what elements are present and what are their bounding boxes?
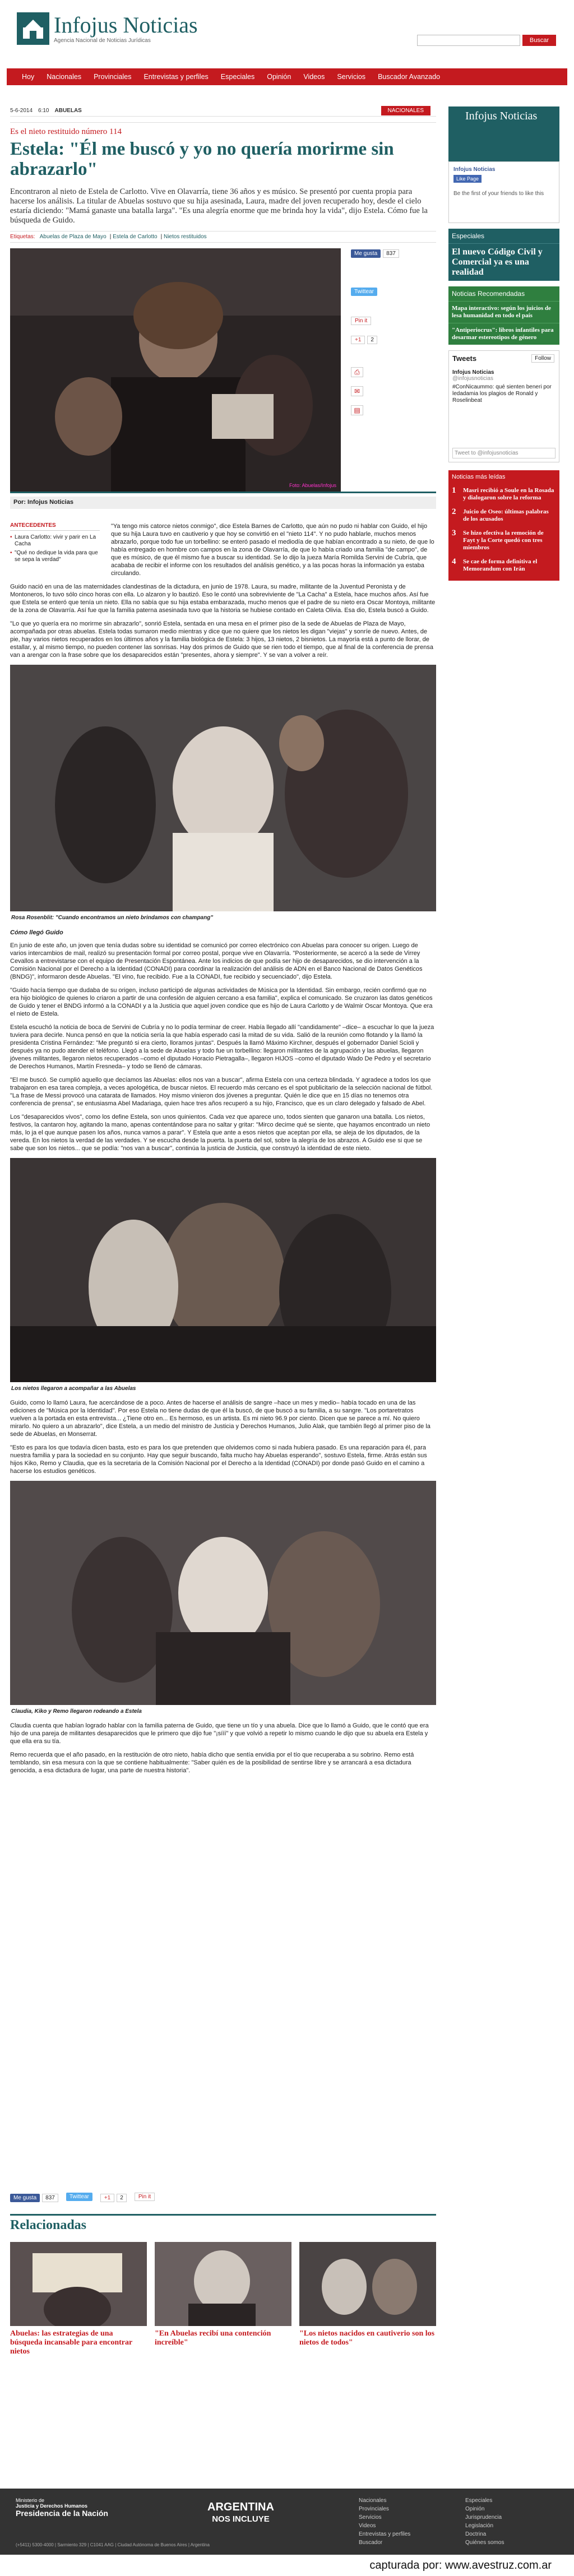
article-section[interactable]: ABUELAS bbox=[54, 108, 82, 114]
especiales-panel bbox=[448, 229, 559, 281]
footer-link[interactable]: Opinión bbox=[465, 2506, 485, 2512]
related-image[interactable] bbox=[10, 2242, 147, 2326]
article-author: Por: Infojus Noticias bbox=[10, 497, 436, 509]
site-subtitle: Agencia Nacional de Noticias Jurídicas bbox=[54, 37, 151, 44]
photo-estela bbox=[10, 248, 341, 492]
nav-item-especiales[interactable]: Especiales bbox=[220, 73, 255, 81]
especiales-item[interactable]: El nuevo Código Civil y Comercial ya es una realidad bbox=[448, 243, 559, 281]
pinit-button[interactable]: Pin it bbox=[351, 317, 371, 325]
footer-link[interactable]: Quiénes somos bbox=[465, 2540, 504, 2546]
tweet-button[interactable]: Twittear bbox=[351, 288, 377, 296]
nav-item-entrevistas[interactable]: Entrevistas y perfiles bbox=[144, 73, 209, 81]
paragraph: Claudia cuenta que habían logrado hablar con la familia paterna de Guido, que tiene un tío y una abuela. Dice que lo llamó a Guido, que le contó que era hijo de una pareja de militantes desaparecidos que le primero que dijo fue "¡sííí" y que volvió a repetir lo mismo cuando le dijo que su abuela era Estela y que ella era su tía. bbox=[10, 1722, 429, 1745]
main-nav bbox=[7, 68, 567, 85]
recomendadas-panel bbox=[448, 286, 559, 345]
print-icon[interactable]: ⎙ bbox=[351, 367, 363, 377]
gov-line: Justicia y Derechos Humanos bbox=[16, 2503, 88, 2509]
related-title: Relacionadas bbox=[10, 2214, 436, 2233]
related-link[interactable]: "En Abuelas recibí una contención increíble" bbox=[155, 2329, 271, 2347]
related-section bbox=[10, 2214, 436, 2356]
mas-leidas-item[interactable]: 2 Juicio de Oseo: últimas palabras de los acusados bbox=[448, 505, 559, 526]
mas-leidas-title: Noticias más leídas bbox=[452, 474, 506, 480]
nav-item-servicios[interactable]: Servicios bbox=[337, 73, 366, 81]
antecedentes-box bbox=[10, 522, 100, 577]
recomendadas-title: Noticias Recomendadas bbox=[452, 290, 525, 298]
photo-caption: Rosa Rosenblit: "Cuando encontramos un nieto brindamos con champang" bbox=[11, 915, 214, 921]
article-time: 6:10 bbox=[38, 108, 49, 114]
footer-link[interactable]: Videos bbox=[359, 2523, 376, 2529]
fb-like-button[interactable]: Me gusta bbox=[10, 2194, 40, 2202]
tweet-text: #ConNicaummo: qué sienten beneri por ledadamia los plagios de Ronald y Roselinbeat bbox=[452, 384, 552, 404]
paragraph: Remo recuerda que el año pasado, en la restitución de otro nieto, había dicho que sentía envidia por el tío que recuperaba a su sobrino. Remo está temblando, sin esa mesura con la que se contiene habitualmente: "Saber quién es de la posibilidad de sentirse libre y se arrancará a esa dictadura genocida, a esa dictadura de lugar, una parte de nuestra historia". bbox=[10, 1752, 414, 1774]
paragraph: Los "desaparecidos vivos", como los define Estela, son unos quinientos. Cada vez que aparece uno, todos sienten que ganaron una batalla. Los nietos, festivos, la cantaron hoy, agitando la mano, apenas contentándose para no saltar y gritar: "Mirco decime qué se siente, que hayamos encontrado un nieto más, lo ja el que aunque pasen los años, nunca vamos a parar". Y Estela que ante a esos nietos que aceptan por ella, se aleja de los diputados, de la vereda. En los nietos la verdad de las verdades. Y se escucha desde la puerta. la puerta del sol, sobre la alegría de los abrazos. A Guido ese si que se sabe que son los nietos... que se podía: "nos van a buscar", continúa la justicia de Justicia, que construyó la identidad de este nieto. bbox=[10, 1114, 430, 1152]
paragraph: Guido nació en una de las maternidades clandestinas de la dictadura, en junio de 1978. Laura, su madre, militante de la Juventud Peronista y de Montoneros, lo tuvo sólo cinco horas con ella. Lo alzaron y lo bautizó. Eso le contó una sobreviviente de "La Cacha" a Estela, hace muchos años. Así fue que Estela se enteró que tenía un nieto. Ella no sabía que su hija estaba embarazada, mucho menos que el padre de su nieto era Oscar Montoya, militante de la zona de Olavarría. Así fue que la familia paterna asesinada tuvo que la historia se hubiese contado en Caleta Olivia. Esa dio, Estela buscó a Guido. bbox=[10, 583, 436, 614]
related-link[interactable]: "Los nietos nacidos en cautiverio son los nietos de todos" bbox=[299, 2329, 435, 2347]
pdf-icon[interactable]: ▤ bbox=[351, 405, 363, 415]
fb-like-button[interactable]: Me gusta bbox=[351, 249, 381, 258]
paragraph: "El me buscó. Se cumplió aquello que decíamos las Abuelas: ellos nos van a buscar", afirma Estela con una certeza blindada. Y agradece a todos los que trabajaron en esa tarea compleja, a veces apologética, de buscar nietos. El recuerdo más cercano es el spot publicitario de la selección nacional de fútbol. "La frase de Messi provocó una catarata de llamados. Hoy mismo vinieron dos jóvenes a preguntar. Quién le dice que en 15 días no tenemos otra conferencia de prensa", se entusiasma Abel Madariaga, quien hace tres años recuperó a su hijo, Francisco, que es un claro delegado y falsado de Abel. bbox=[10, 1077, 433, 1107]
fb-count: 837 bbox=[383, 249, 399, 258]
fb-like-page-button[interactable]: Like Page bbox=[453, 175, 482, 183]
paragraph: Estela escuchó la noticia de boca de Servini de Cubría y no lo podía terminar de creer. Había llegado allí "candidamente" –dice– a escuchar lo que la jueza tuviera para decirle. Nunca pensó en que la noticia sería la que había esperado casi la mitad de su vida. Salió de la reunión como flotando y la llamó la presidenta Cristina Fernández: "Me preguntó si era cierto, lloramos juntas". Después la llamó Máximo Kirchner, después el gobernador Daniel Scioli y después ya no pudo atender el teléfono. Llegó a la sede de Abuelas y todo fue un torbellino: llegaron militantes de la agrupación y las abuelas, llegaron jóvenes militantes, llegaron nietos recuperados –como el diputado Horacio Pietragalla–, llegaron HIJOS –como el diputado Wado De Pedro y el secretario de Derechos Humanos, Martín Fresneda– y todo se llenó de cámaras. bbox=[10, 1024, 434, 1070]
footer-links-1 bbox=[359, 2496, 410, 2547]
sidebar-promo[interactable] bbox=[448, 106, 559, 161]
photo-credit: Foto: Abuelas/Infojus bbox=[289, 483, 336, 488]
gplus-count: 2 bbox=[367, 336, 377, 344]
article-headline: Estela: "Él me buscó y yo no quería morirme sin abrazarlo" bbox=[10, 139, 394, 179]
photo-rosa[interactable] bbox=[10, 665, 436, 923]
article-date: 5-6-2014 bbox=[10, 108, 33, 114]
mas-leidas-item[interactable]: 1 Masri recibió a Soule en la Rosada y dialogaron sobre la reforma bbox=[448, 484, 559, 505]
article-lead: Encontraron al nieto de Estela de Carlotto. Vive en Olavarría, tiene 36 años y es músico. Se presentó por cuenta propia para hacerse los análisis. La titular de Abuelas sostuvo que su hija asesinada, Laura, madre del joven recuperado hoy, desde el cielo estaría diciendo: "Mamá ganaste una batalla larga". "Es una alegría enorme que me brinda hoy la vida", dijo Estela. Cómo fue la búsqueda de Guido. bbox=[10, 187, 428, 225]
mas-leidas-link[interactable]: Masri recibió a Soule en la Rosada y dialogaron sobre la reforma bbox=[463, 487, 554, 501]
arg-line: NOS INCLUYE bbox=[212, 2514, 270, 2524]
paragraph: "Ya tengo mis catorce nietos conmigo", dice Estela Barnes de Carlotto, que aún no pudo ni hablar con Guido, el hijo que su hija Laura tuvo en cautiverio y que hoy se convirtió en el "nieto 114". Y no pudo hablarle, muchos menos abrazarlo, porque todo fue un torbellino: se enteró pasado el mediodía de que habían encontrado a su nieto, de que lo había entregado en hombre con campos en la zona de Olavarría, de que lo había criado una familia "de campo", de que es músico, de que él mismo fue a buscar su identidad. Se lo dijo la jueza María Romilda Servini de Cubría, que acababa de recibir el informe con los resultados del análisis genético, y a las pocas horas la información ya estaba circulando. bbox=[111, 523, 434, 577]
tags-bar: Etiquetas: Abuelas de Plaza de Mayo | Estela de Carlotto | Nietos restituidos bbox=[10, 231, 436, 243]
nav-item-nacionales[interactable]: Nacionales bbox=[47, 73, 82, 81]
footer-address: (+5411) 5300-4000 | Sarmiento 329 | C1041 AAG | Ciudad Autónoma de Buenos Aires | Argentina bbox=[16, 2542, 210, 2547]
article-kicker: Es el nieto restituido número 114 bbox=[10, 122, 436, 137]
photo-familia[interactable] bbox=[10, 1481, 436, 1716]
tweet-button[interactable]: Twittear bbox=[66, 2193, 92, 2201]
fb-page-name[interactable]: Infojus Noticias bbox=[453, 166, 496, 173]
tag-link[interactable]: Estela de Carlotto bbox=[113, 234, 158, 240]
related-item[interactable] bbox=[299, 2242, 436, 2356]
photo-nietos[interactable] bbox=[10, 1158, 436, 1393]
nav-item-opinion[interactable]: Opinión bbox=[267, 73, 291, 81]
gov-line: Ministerio de bbox=[16, 2498, 45, 2503]
site-footer bbox=[0, 2489, 574, 2555]
recomendada-link[interactable]: "Antiperiocrus": libros infantiles para desarmar estereotipos de género bbox=[448, 323, 559, 345]
share-column bbox=[351, 248, 435, 492]
tweets-widget bbox=[448, 350, 559, 462]
dateline bbox=[10, 105, 436, 117]
recomendada-link[interactable]: Mapa interactivo: según los juicios de lesa humanidad en todo el país bbox=[448, 301, 559, 323]
photo-caption: Los nietos llegaron a acompañar a las Abuelas bbox=[11, 1386, 136, 1392]
page bbox=[7, 0, 567, 85]
fb-page-box bbox=[448, 161, 559, 223]
site-title: Infojus Noticias bbox=[54, 12, 198, 38]
arg-line: ARGENTINA bbox=[207, 2501, 274, 2513]
gplus-button[interactable]: +1 bbox=[351, 336, 365, 344]
antecedente-link[interactable]: • Laura Carlotto: vivir y parir en La Cacha bbox=[10, 533, 100, 549]
mas-leidas-panel bbox=[448, 470, 559, 581]
gov-line: Presidencia de la Nación bbox=[16, 2509, 108, 2518]
fb-count: 837 bbox=[42, 2194, 58, 2202]
footer-link[interactable]: Buscador bbox=[359, 2540, 383, 2546]
related-item[interactable] bbox=[155, 2242, 291, 2356]
paragraph: En junio de este año, un joven que tenía dudas sobre su identidad se comunicó por correo electrónico con Abuelas para conocer su origen. Luego de varios intercambios de mail, realizó su presentación formal por correo postal, porque vive en Olavarría. "Posteriormente, se acercó a la sede de Virrey Cevallos a entrevistarse con el equipo de Presentación Espontánea. Ante los indicios de que podía ser hijo de desaparecidos, se dio intervención a la Comisión Nacional por el Derecho a la Identidad (CONADI) para coordinar la realización del análisis de ADN en el Banco Nacional de Datos Genéticos (BNDG)", informaron desde Abuelas. "El vino, fue recibido. Fue a la CONADI, fue recibido y secuenciado", dijo Estela. bbox=[10, 942, 423, 980]
search-button[interactable]: Buscar bbox=[522, 35, 556, 46]
capture-watermark: capturada por: www.avestruz.com.ar bbox=[0, 2555, 574, 2576]
paragraph: "Lo que yo quería era no morirme sin abrazarlo", sonrió Estela, sentada en una mesa en el primer piso de la sede de Abuelas de Plaza de Mayo, acompañada por otras abuelas. Estela todas sumaron medio mientras y dice que no quiere que los nietos les digan "viejas" y sonríe de nuevo. Antes, de pie, hay varios nietos recuperados en los últimos años y la familia biológica de Estela: 3 hijos, 13 nietos, 2 bisnietos. La mayoría está a punto de llorar, de estallar, y, al mismo tiempo, no pueden contener las sonrisas. Hay dos primos de Guido que se rien todo el tiempo, que al final de la conferencia de prensa van a arengar con la frase sobre que los desaparecidos están "presentes, ahora y siempre". Y se van a volver a reír. bbox=[10, 620, 433, 659]
gov-logo[interactable] bbox=[16, 2498, 108, 2518]
especiales-title: Especiales bbox=[452, 232, 485, 240]
logo-mark bbox=[17, 12, 49, 45]
mas-leidas-link[interactable]: Se hizo efectiva la remoción de Fayt y la Corte quedó con tres miembros bbox=[463, 530, 544, 551]
related-image[interactable] bbox=[299, 2242, 436, 2326]
photo-caption: Claudia, Kiko y Remo llegaron rodeando a Estela bbox=[11, 1708, 142, 1715]
footer-link[interactable]: Legislación bbox=[465, 2523, 494, 2529]
tweet-to-link[interactable]: Tweet to @infojusnoticias bbox=[452, 448, 556, 458]
subheading: Cómo llegó Guido bbox=[10, 929, 63, 936]
gplus-count: 2 bbox=[117, 2194, 127, 2202]
antecedentes-title: ANTECEDENTES bbox=[10, 522, 100, 531]
promo-title: Infojus Noticias bbox=[465, 110, 538, 122]
gplus-button[interactable]: +1 bbox=[100, 2194, 114, 2202]
nav-item-provinciales[interactable]: Provinciales bbox=[94, 73, 132, 81]
search-input[interactable] bbox=[417, 35, 520, 46]
paragraph: "Esto es para los que todavía dicen basta, esto es para los que pretenden que olvidemos como si nada hubiera pasado. Es una reparación para él, para nuestra familia y para la sociedad en su conjunto. Hay que seguir buscando, falta mucho hay Abuelas esperando", sostuvo Estela, firme. Atrás están sus hijos Kiko, Remo y Claudia, que es la secretaria de la Comisión Nacional por el Derecho a la Identidad (CONADI) por donde pasó Guido en el camino a hacerse los estudios genéticos. bbox=[10, 1444, 427, 1475]
tweet-user[interactable]: Infojus Noticias bbox=[452, 369, 494, 376]
fb-like-text: Be the first of your friends to like this bbox=[453, 191, 544, 197]
share-bar-bottom bbox=[10, 2193, 155, 2201]
tag-link[interactable]: Abuelas de Plaza de Mayo bbox=[39, 234, 107, 240]
tag-link[interactable]: Nietos restituidos bbox=[163, 234, 207, 240]
footer-link[interactable]: Especiales bbox=[465, 2498, 493, 2504]
nav-item-hoy[interactable]: Hoy bbox=[22, 73, 35, 81]
pinit-button[interactable]: Pin it bbox=[135, 2193, 155, 2201]
related-link[interactable]: Abuelas: las estrategias de una búsqueda incansable para encontrar nietos bbox=[10, 2329, 132, 2356]
mas-leidas-item[interactable]: 4 Se cae de forma definitiva el Memorandum con Irán bbox=[448, 555, 559, 576]
site-header bbox=[7, 0, 567, 66]
argentina-logo bbox=[207, 2501, 274, 2526]
section-tag[interactable]: NACIONALES bbox=[381, 106, 430, 115]
article bbox=[10, 105, 436, 1775]
tags-label: Etiquetas: bbox=[10, 234, 35, 240]
paragraph: "Guido hacía tiempo que dudaba de su origen, incluso participó de algunas actividades de Música por la Identidad. Sin embargo, recién confirmó que no era hijo biológico de quienes lo criaron a partir de una confesión de alguien cercano a esa familia", explica el comunicado. Se cruzaron las datos genéticos de Guido y tener el BNDG informó a la CONADI y a la Justicia que aquel joven condice que es hijo de Laura Carlotto y de Walmir Oscar Montoya. Que era el nieto de Estela. bbox=[10, 987, 433, 1017]
related-item[interactable] bbox=[10, 2242, 147, 2356]
site-logo[interactable] bbox=[17, 12, 198, 45]
antecedente-link[interactable]: • "Qué no dedique la vida para que se sepa la verdad" bbox=[10, 549, 100, 564]
nav-item-buscador[interactable]: Buscador Avanzado bbox=[378, 73, 441, 81]
footer-link[interactable]: Servicios bbox=[359, 2514, 382, 2521]
footer-link[interactable]: Entrevistas y perfiles bbox=[359, 2531, 411, 2537]
footer-link[interactable]: Doctrina bbox=[465, 2531, 487, 2537]
tweets-title: Tweets bbox=[452, 354, 477, 363]
paragraph: Guido, como lo llamó Laura, fue acercándose de a poco. Antes de hacerse el análisis de sangre –hace un mes y medio– había tocado en una de las ediciones de "Música por la Identidad". Por eso Estela no tiene dudas de que él la buscó, de que buscó a su familia, a su sangre. "Los portaretratos vuelven a la portada en esta entrevista... ¿Tiene otro en... Es hermoso, es un artista. Es mi nieto 96.9 por ciento. Dicen que se parece a mí. No quiero mirarlo. No quiero a un abrazarlo", dice Estela, a un medio del ministro de Justicia y Derechos Humanos, Julio Alak, que también llegó al primer piso de la sede de Abuelas, en Monserrat. bbox=[10, 1400, 430, 1438]
footer-links-2 bbox=[465, 2496, 504, 2547]
email-icon[interactable]: ✉ bbox=[351, 386, 363, 396]
tweets-follow-button[interactable]: Follow bbox=[531, 354, 554, 363]
nav-item-videos[interactable]: Videos bbox=[303, 73, 325, 81]
mas-leidas-link[interactable]: Juicio de Oseo: últimas palabras de los acusados bbox=[463, 508, 549, 522]
footer-link[interactable]: Nacionales bbox=[359, 2498, 387, 2504]
footer-link[interactable]: Jurisprudencia bbox=[465, 2514, 502, 2521]
mas-leidas-link[interactable]: Se cae de forma definitiva el Memorandum con Irán bbox=[463, 558, 538, 572]
main-photo[interactable] bbox=[10, 248, 341, 492]
mas-leidas-item[interactable]: 3 Se hizo efectiva la remoción de Fayt y la Corte quedó con tres miembros bbox=[448, 526, 559, 555]
search-form bbox=[417, 35, 556, 46]
related-image[interactable] bbox=[155, 2242, 291, 2326]
sidebar bbox=[448, 106, 559, 581]
tweet-handle: @infojusnoticias bbox=[452, 376, 493, 382]
footer-link[interactable]: Provinciales bbox=[359, 2506, 389, 2512]
